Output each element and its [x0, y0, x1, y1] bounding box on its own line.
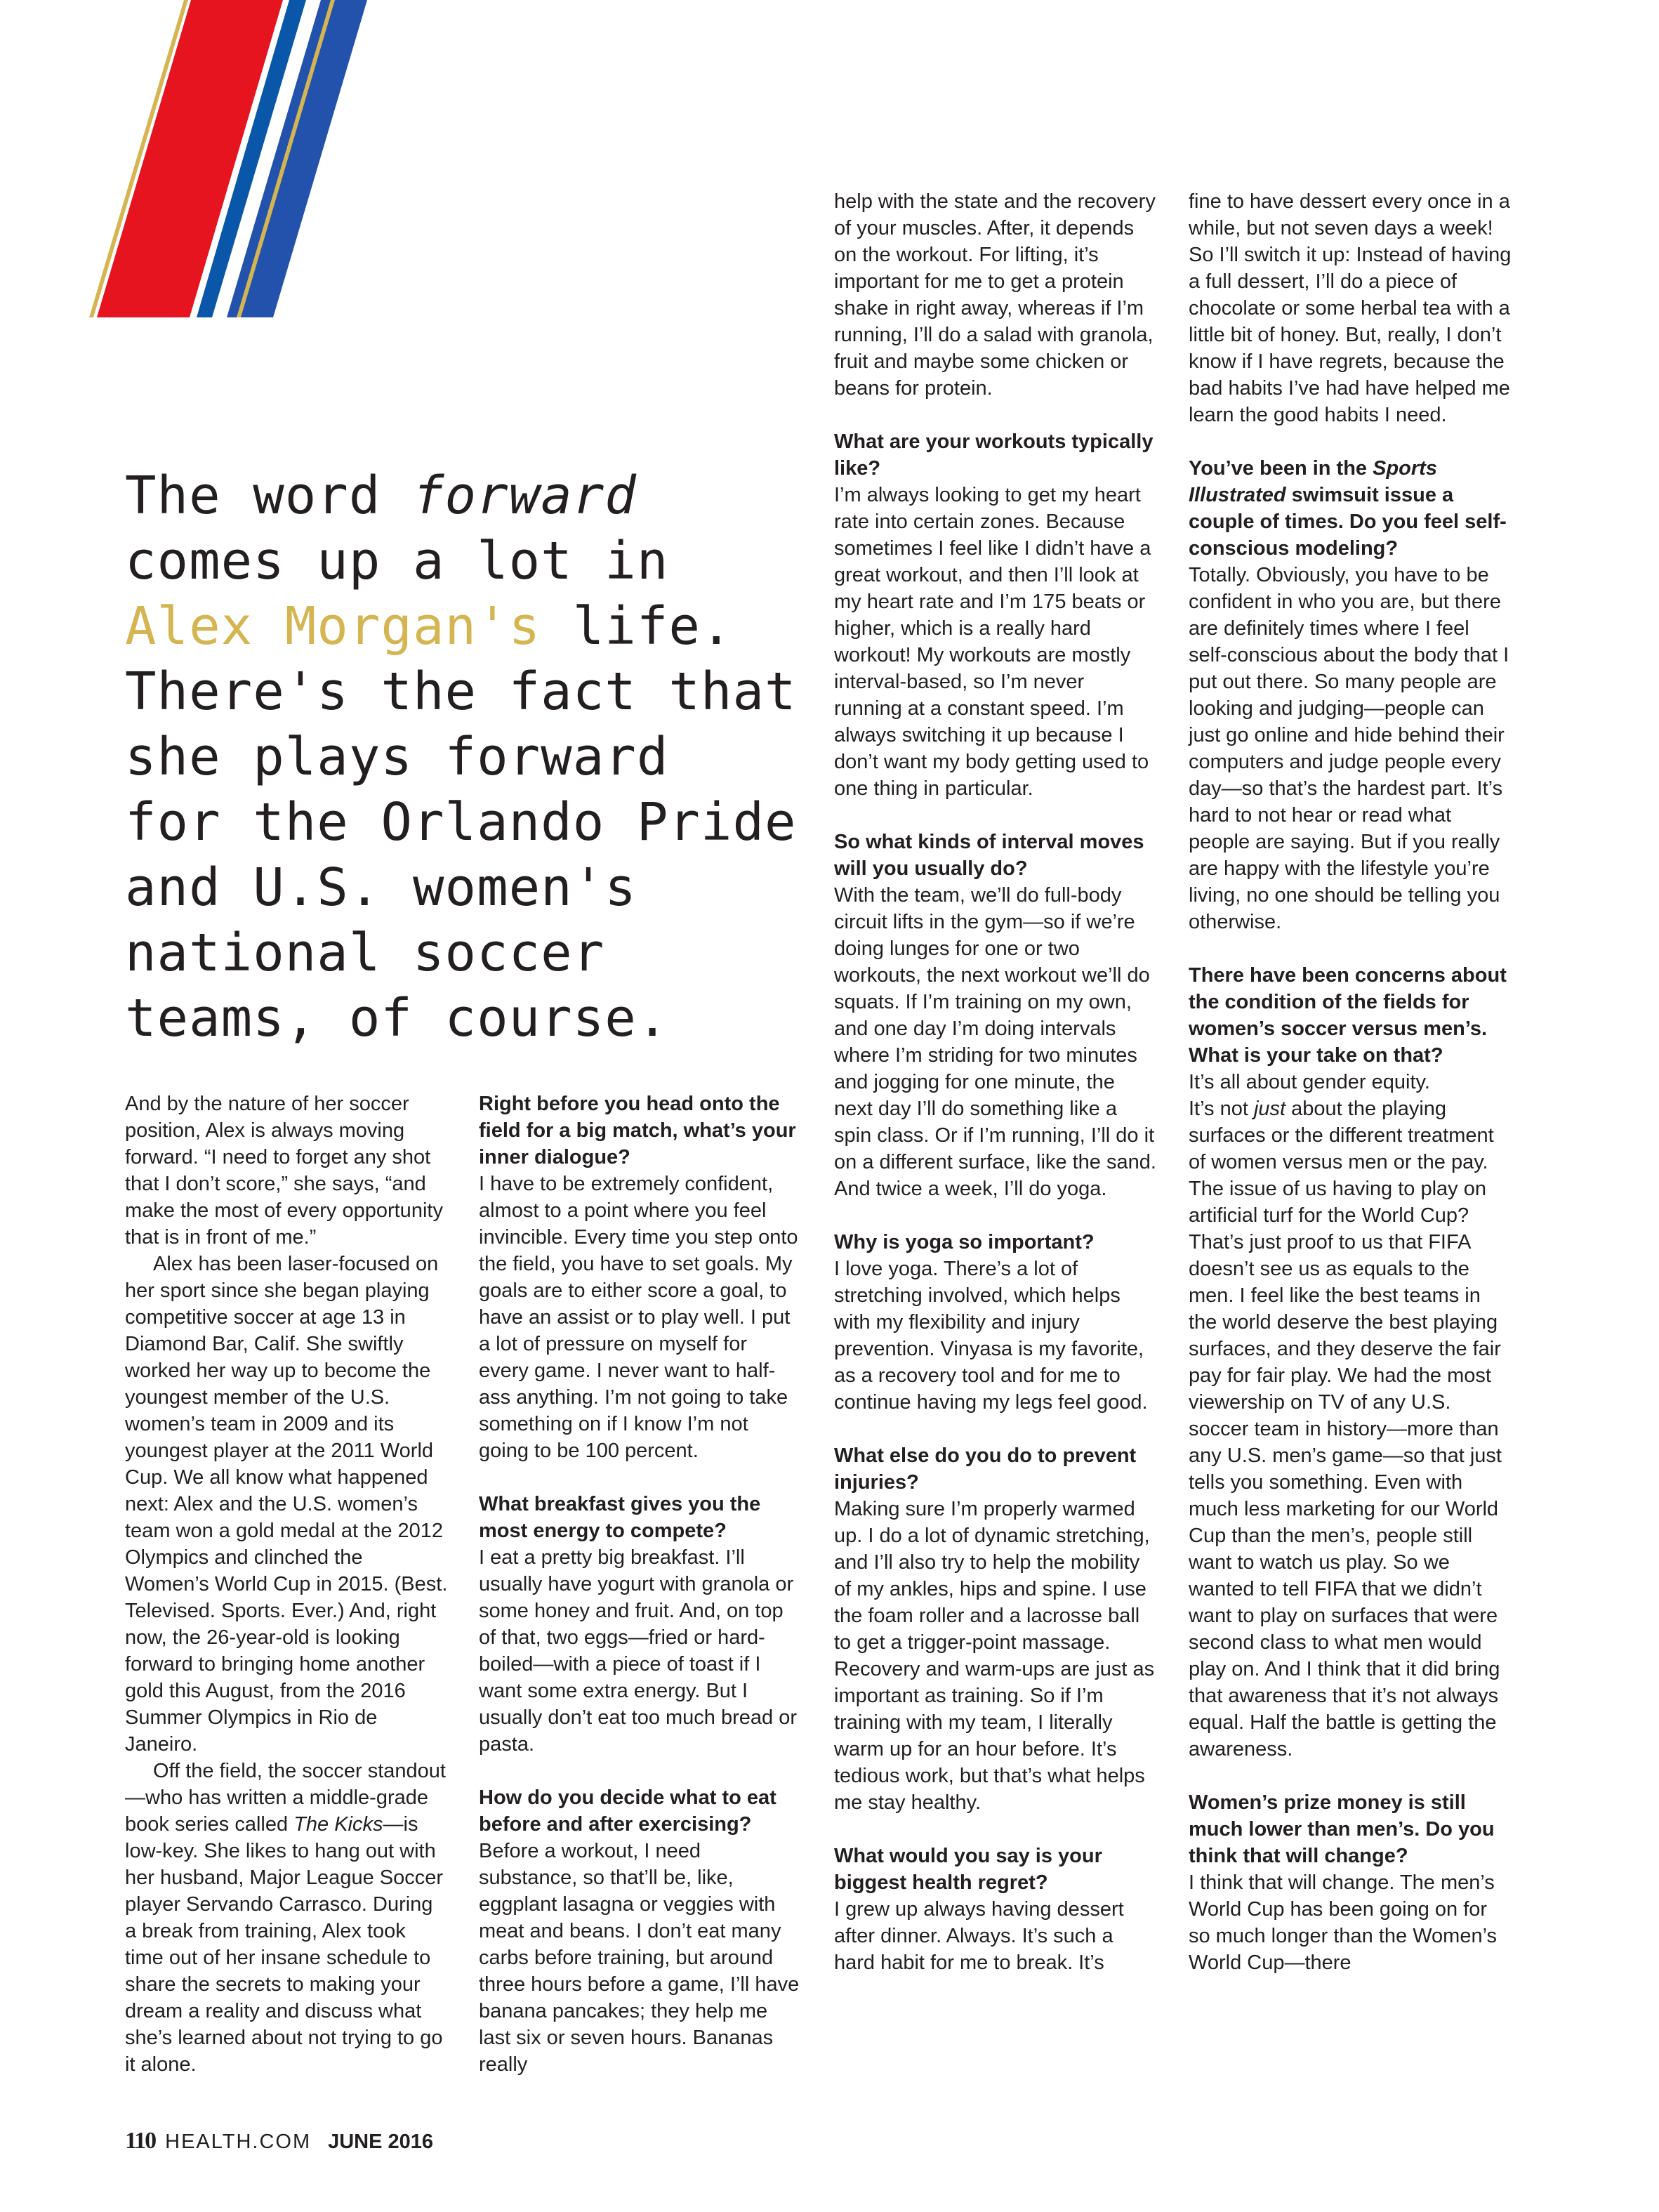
text-run: Off the field, the soccer standout—who has written a middle-grade book series called: [125, 1760, 446, 1836]
interview-answer: Totally. Obviously, you have to be confident in who you are, but there are definitely times where I feel self-conscious about the body that I put out there. So many people are looking and judging—people can just go online and hide behind their computers and judge people every day—so that’s the hardest part. It’s hard to not hear or read what people are saying. But if you really are happy with the lifestyle you’re living, no one should be telling you otherwise.: [1189, 564, 1509, 933]
interview-question: Women’s prize money is still much lower than men’s. Do you think that will change?: [1189, 1791, 1495, 1867]
emphasis: just: [1253, 1098, 1286, 1120]
interview-question: How do you decide what to eat before and after exercising?: [479, 1786, 776, 1836]
article-column-1: [125, 1091, 448, 2078]
pull-quote-text: The word: [125, 466, 413, 526]
interview-answer: Before a workout, I need substance, so that’ll be, like, eggplant lasagna or veggies with meat and beans. I don’t eat many carbs before training, but around three hours before a game, I’ll have banana pancakes; they help me last six or seven hours. Bananas really: [479, 1840, 800, 2076]
interview-question: What would you say is your biggest health regret?: [834, 1845, 1102, 1894]
article-column-2: [479, 1091, 802, 2078]
text-run: swimsuit issue a couple of times. Do you feel self-conscious modeling?: [1189, 484, 1507, 560]
text-run: You’ve been in the: [1189, 457, 1373, 480]
interview-answer-continued: fine to have dessert every once in a while, but not seven days a week! So I’ll switch it up: Instead of having a full dessert, I’ll do a piece of chocolate or some herbal tea with a little bit of honey. But, really, I don’t know if I have regrets, because the bad habits I’ve had have helped me learn the good habits I need.: [1189, 190, 1512, 426]
flag-stripes-graphic: [0, 0, 842, 323]
pull-quote-line: comes up a lot in: [125, 531, 669, 591]
issue-date: JUNE 2016: [328, 2131, 434, 2153]
intro-paragraph: Alex has been laser-focused on her sport since she began playing competitive soccer at age 13 in Diamond Bar, Calif. She swiftly worked her way up to become the youngest member of the U.S. women’s team in 2009 and its youngest player at the 2011 World Cup. We all know what happened next: Alex and the U.S. women’s team won a gold medal at the 2012 Olympics and clinched the Women’s World Cup in 2015. (Best. Televised. Sports. Ever.) And, right now, the 26-year-old is looking forward to bringing home another gold this August, from the 2016 Summer Olympics in Rio de Janeiro.: [125, 1253, 448, 1756]
magazine-title: Sports Illustrated: [1189, 457, 1437, 506]
pull-quote-line: for the Orlando Pride: [125, 792, 797, 852]
interview-answer: I love yoga. There’s a lot of stretching involved, which helps with my flexibility and injury prevention. Vinyasa is my favorite, as a recovery tool and for me to continue having my legs feel good.: [834, 1258, 1148, 1414]
text-run: about the playing surfaces or the different treatment of women versus men or the pay. The issue of us having to play on artificial turf for the World Cup? That’s just proof to us that FIFA doesn’t see us as equals to the men. I feel like the best teams in the world deserve the best playing surfaces, and they deserve the fair pay for fair play. We had the most viewership on TV of any U.S. soccer team in history—more than any U.S. men’s game—so that just tells you something. Even with much less marketing for our World Cup than the men’s, people still want to watch us play. So we wanted to tell FIFA that we didn’t want to play on surfaces that were second class to what men would play on. And I think that it did bring that awareness that it’s not always equal. Half the battle is getting the awareness.: [1189, 1098, 1502, 1760]
intro-paragraph: [125, 1758, 448, 2078]
pull-quote-line: national soccer: [125, 923, 605, 983]
interview-question: Why is yoga so important?: [834, 1231, 1095, 1253]
interview-answer: I eat a pretty big breakfast. I’ll usually have yogurt with granola or some honey and fruit. And, on top of that, two eggs—fried or hard-boiled—with a piece of toast if I want some extra energy. But I usually don’t eat too much bread or pasta.: [479, 1546, 797, 1756]
page-footer: [125, 2128, 433, 2154]
pull-quote-italic: forward: [412, 466, 637, 526]
page-number: 110: [125, 2128, 156, 2154]
pull-quote-line: There's the fact that: [125, 661, 797, 722]
interview-question: What breakfast gives you the most energy to compete?: [479, 1493, 761, 1542]
article-column-3: [834, 188, 1157, 1976]
text-run: It’s not: [1189, 1098, 1254, 1120]
publication-site: HEALTH.COM: [165, 2131, 312, 2153]
pull-quote: [125, 463, 841, 1051]
interview-question: What else do you do to prevent injuries?: [834, 1444, 1137, 1494]
interview-question: Right before you head onto the field for a big match, what’s your inner dialogue?: [479, 1093, 796, 1168]
pull-quote-line: teams, of course.: [125, 988, 669, 1048]
pull-quote-line: she plays forward: [125, 727, 669, 787]
pull-quote-text: life.: [541, 596, 733, 657]
book-title: The Kicks: [293, 1813, 383, 1836]
interview-question: [1189, 455, 1512, 562]
interview-answer: It’s all about gender equity.: [1189, 1071, 1430, 1093]
interview-answer: I think that will change. The men’s World Cup has been going on for so much longer than the Women’s World Cup—there: [1189, 1871, 1498, 1974]
pull-quote-line: and U.S. women's: [125, 857, 637, 918]
interview-answer: Making sure I’m properly warmed up. I do a lot of dynamic stretching, and I’ll also try to help the mobility of my ankles, hips and spine. I use the foam roller and a lacrosse ball to get a trigger-point massage. Recovery and warm-ups are just as important as training. So if I’m training with my team, I literally warm up for an hour before. It’s tedious work, but that’s what helps me stay healthy.: [834, 1498, 1155, 1814]
pull-quote-highlight-name: Alex Morgan's: [125, 596, 541, 657]
intro-paragraph: And by the nature of her soccer position, Alex is always moving forward. “I need to forget any shot that I don’t score,” she says, “and make the most of every opportunity that is in front of me.”: [125, 1093, 443, 1249]
interview-answer-continued: help with the state and the recovery of your muscles. After, it depends on the workout. For lifting, it’s important for me to get a protein shake in right away, whereas if I’m running, I’ll do a salad with granola, fruit and maybe some chicken or beans for protein.: [834, 190, 1156, 400]
interview-answer: [1189, 1095, 1512, 1763]
interview-question: So what kinds of interval moves will you usually do?: [834, 831, 1144, 880]
interview-answer: I’m always looking to get my heart rate into certain zones. Because sometimes I feel like I didn’t have a great workout, and then I’ll look at my heart rate and I’m 175 beats or higher, which is a really hard workout! My workouts are mostly interval-based, so I’m never running at a constant speed. I’m always switching it up because I don’t want my body getting used to one thing in particular.: [834, 484, 1151, 800]
article-column-4: [1189, 188, 1512, 1976]
text-run: —is low-key. She likes to hang out with her husband, Major League Soccer player Servando Carrasco. During a break from training, Alex took time out of her insane schedule to share the secrets to making your dream a reality and discuss what she’s learned about not trying to go it alone.: [125, 1813, 444, 2076]
interview-answer: I have to be extremely confident, almost to a point where you feel invincible. Every time you step onto the field, you have to set goals. My goals are to either score a goal, to have an assist or to play well. I put a lot of pressure on myself for every game. I never want to half-ass anything. I’m not going to take something on if I know I’m not going to be 100 percent.: [479, 1173, 798, 1462]
interview-answer: I grew up always having dessert after dinner. Always. It’s such a hard habit for me to break. It’s: [834, 1898, 1124, 1974]
interview-question: What are your workouts typically like?: [834, 430, 1154, 480]
interview-answer: With the team, we’ll do full-body circuit lifts in the gym—so if we’re doing lunges for one or two workouts, the next workout we’ll do squats. If I’m training on my own, and one day I’m doing intervals where I’m striding for two minutes and jogging for one minute, the next day I’ll do something like a spin class. Or if I’m running, I’ll do it on a different surface, like the sand. And twice a week, I’ll do yoga.: [834, 884, 1156, 1200]
interview-question: There have been concerns about the condition of the fields for women’s soccer versus men’s. What is your take on that?: [1189, 964, 1507, 1067]
